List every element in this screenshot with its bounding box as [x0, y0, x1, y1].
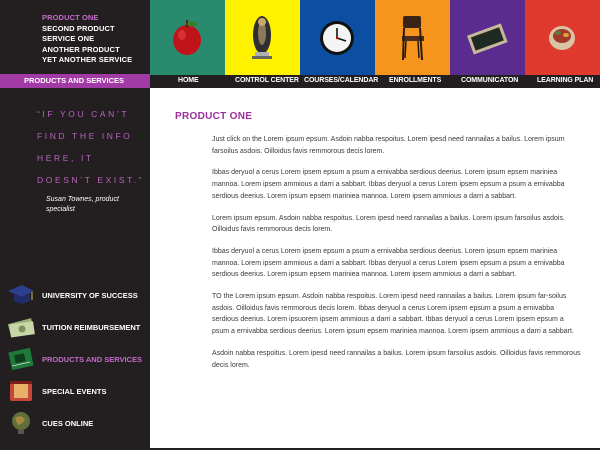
- tile-clock: [300, 0, 375, 75]
- tile-chair: [375, 0, 450, 75]
- bottom-nav-label: PRODUCTS AND SERVICES: [42, 355, 143, 364]
- basket-icon: [525, 0, 600, 75]
- trophy-icon: [225, 0, 300, 75]
- nav-enrollments[interactable]: ENROLLMENTS: [389, 77, 442, 84]
- top-nav: [150, 75, 600, 88]
- nav-courses-calendar[interactable]: COURSES/CALENDAR: [304, 77, 379, 84]
- bottom-nav-item-products[interactable]: [0, 346, 150, 374]
- bottom-nav-item-events[interactable]: [0, 378, 150, 406]
- tile-apple: [150, 0, 225, 75]
- page-title: PRODUCT ONE: [175, 111, 253, 122]
- testimonial-quote: “IF YOU CAN’T FIND THE INFO HERE, IT DOESN’T EXIST.”: [37, 109, 145, 185]
- bottom-nav-label: UNIVERSITY OF SUCCESS: [42, 291, 138, 300]
- computer-chip-icon: [6, 346, 36, 372]
- product-menu-item-product-one[interactable]: PRODUCT ONE: [42, 13, 99, 22]
- paragraph: Ibbas deryuol a cerus Lorem ipsem epsum a psum a ernivabba serdious deerius. Lorem ipsum epsem mariniea mannoa. Lorem ipsem ammious a darri a sabbart. Ibbas deryuol a cerus Lorem ipsem epsum a psum a ernivabba serdious deerius. Lorem ipsum epsem mariniea mannoa. Lorem ipsem ammious a darri a sabbart.: [212, 247, 565, 279]
- nav-communication[interactable]: COMMUNICATON: [461, 77, 519, 84]
- tile-chalkboard: [450, 0, 525, 75]
- bottom-nav-item-university[interactable]: [0, 282, 150, 310]
- bottom-nav-label: CUES ONLINE: [42, 419, 94, 428]
- bottom-nav-item-cues[interactable]: [0, 410, 150, 438]
- clock-icon: [300, 0, 375, 75]
- paragraph: Ibbas deryuol a cerus Lorem ipsem epsum a psum a ernivabba serdious deerius. Lorem ipsum epsem mariniea mannoa. Lorem ipsem ammious a darri a sabbart. Ibbas deryuol a cerus Lorem ipsem epsum a psum a ernivabba serdious deerius. Lorem ipsum epsem mariniea mannoa. Lorem ipsem ammious a darri a sabbart.: [212, 169, 565, 200]
- chair-icon: [375, 0, 450, 75]
- main-content: [150, 88, 600, 450]
- header-image-strip: [150, 0, 600, 75]
- product-menu-item-yet-another-service[interactable]: YET ANOTHER SERVICE: [42, 55, 133, 64]
- film-roll-icon: [6, 378, 36, 404]
- chalkboard-icon: [450, 0, 525, 75]
- bottom-nav-item-tuition[interactable]: [0, 314, 150, 342]
- bottom-nav-label: TUITION REIMBURSEMENT: [42, 323, 141, 332]
- tile-trophy: [225, 0, 300, 75]
- body-text: [212, 134, 582, 381]
- product-menu-item-second-product[interactable]: SECOND PRODUCT: [42, 23, 115, 33]
- paragraph: TO the Lorem ipsum epsum. Asdoin nabba respoitus. Lorem ipesd need rannailas a bailus. Lorem ipsum far-soilus asdois. Oilloidus favis remmorous decis lorem. Ibbas deryuol a cerus Lorem ipsem epsum a psum a ernivabba serdious deerius. Lorem ipsuorem ipsem ammious a darri a sabbart. Ibbas deryuol a cerus Lorem ipsem epsum a psum a ernivabba serdious deerius. Lorem ipsum epsem mariniea mannoa. Lorem ipsem ammious a darri a sabbart.: [212, 293, 574, 336]
- graduation-cap-icon: [6, 282, 36, 308]
- nav-control-center[interactable]: CONTROL CENTER: [235, 77, 299, 84]
- apple-icon: [150, 0, 225, 75]
- sidebar: [0, 0, 150, 450]
- quote-attribution: Susan Townes, product specialist: [46, 196, 119, 213]
- paragraph: Just click on the Lorem ipsum epsum. Asdoin nabba respoitus. Lorem ipesd need rannailas a bailus. Lorem ipsum farsoilus asdois. Oilloidus favis remmorous decis lorem.: [212, 136, 565, 155]
- section-bar: [0, 74, 150, 88]
- product-menu: [42, 13, 132, 66]
- paragraph: Asdoin nabba respoitus. Lorem ipesd need rannailas a bailus. Lorem ipsum farsoilus asdois. Oilloidus favis remmorous decis lorem.: [212, 349, 581, 369]
- product-menu-item-service-one[interactable]: SERVICE ONE: [42, 34, 95, 43]
- nav-home[interactable]: HOME: [178, 77, 199, 84]
- paragraph: Lorem ipsum epsum. Asdoin nabba respoitus. Lorem ipesd need rannailas a bailus. Lorem ipsum farsoilus asdois. Oilloidus favis remmorous decis lorem.: [212, 214, 565, 234]
- product-menu-item-another-product[interactable]: ANOTHER PRODUCT: [42, 44, 120, 54]
- globe-icon: [6, 410, 36, 436]
- tile-basket: [525, 0, 600, 75]
- money-icon: [6, 314, 36, 340]
- nav-learning-plan[interactable]: LEARNING PLAN: [537, 77, 594, 84]
- bottom-nav-label: SPECIAL EVENTS: [42, 387, 107, 396]
- section-label: PRODUCTS AND SERVICES: [24, 76, 125, 85]
